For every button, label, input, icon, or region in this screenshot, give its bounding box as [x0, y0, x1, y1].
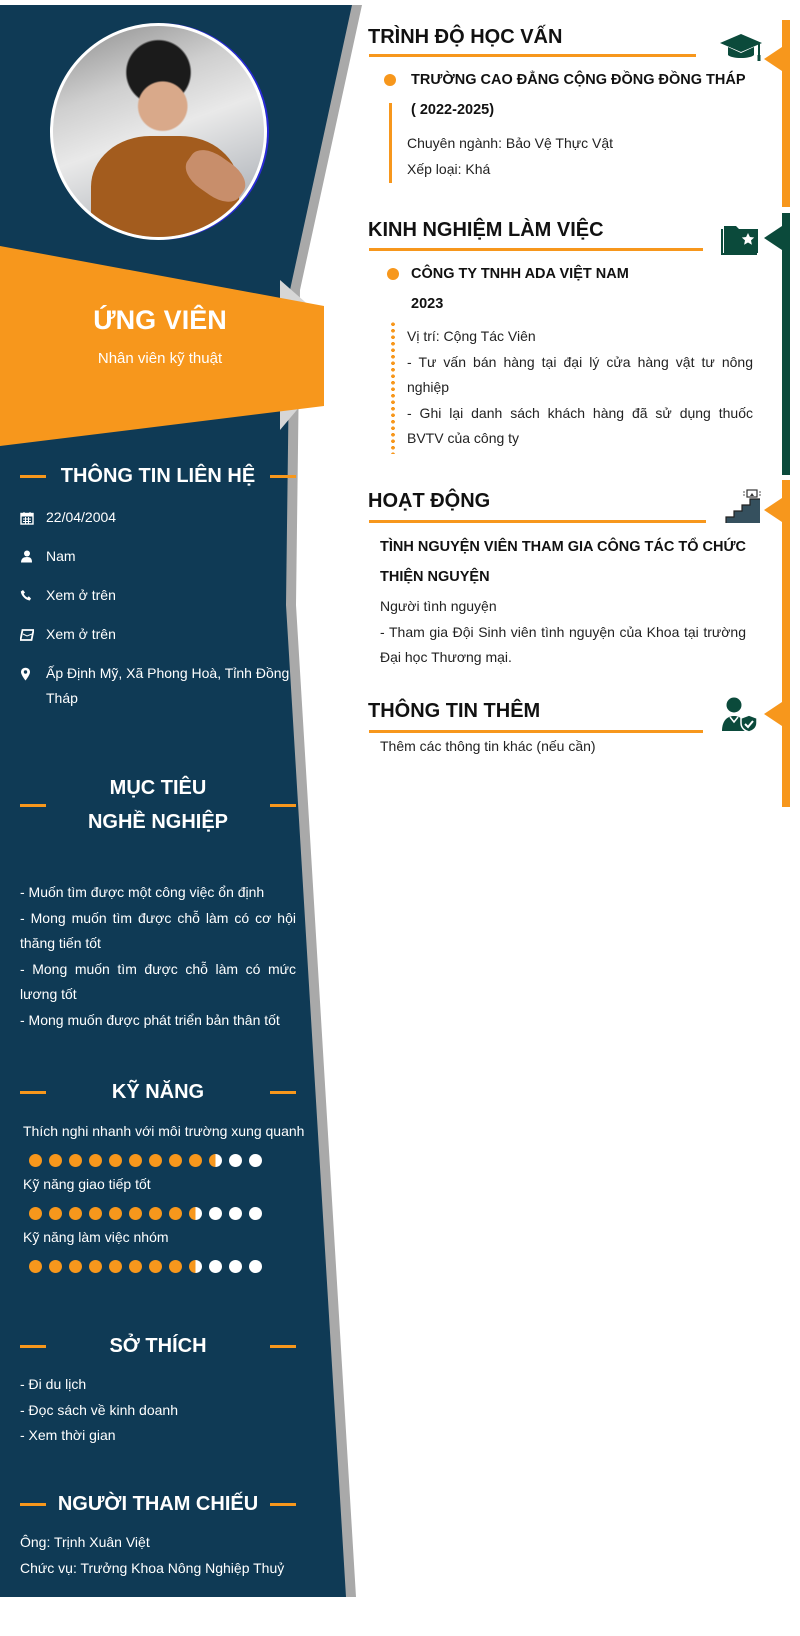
timeline-arrow — [764, 498, 782, 522]
skill-rating — [29, 1207, 262, 1220]
heading-underline — [369, 520, 706, 523]
skill-dot — [69, 1260, 82, 1273]
heading-dash-left — [20, 475, 46, 478]
experience-details — [407, 324, 753, 452]
activity-role: Người tình nguyện — [380, 598, 497, 614]
objective-text — [20, 880, 296, 1033]
user-shield-icon — [721, 697, 759, 738]
heading-dash-right — [270, 804, 296, 807]
education-major: Chuyên ngành: Bảo Vệ Thực Vật — [407, 135, 614, 151]
heading-dash-left — [20, 804, 46, 807]
reference-heading — [20, 1487, 296, 1521]
activity-details — [380, 594, 746, 671]
skill-dot — [29, 1207, 42, 1220]
skill-dot — [89, 1260, 102, 1273]
skill-dot — [149, 1154, 162, 1167]
heading-dash-right — [270, 1091, 296, 1094]
heading-dash-left — [20, 1345, 46, 1348]
experience-year: 2023 — [411, 296, 444, 312]
education-school: TRƯỜNG CAO ĐẲNG CỘNG ĐỒNG ĐỒNG THÁP — [411, 72, 746, 88]
experience-duty: - Ghi lại danh sách khách hàng đã sử dụng thuốc BVTV của công ty — [407, 404, 753, 446]
reference-line: Ông: Trịnh Xuân Việt — [20, 1534, 150, 1550]
objective-line: - Muốn tìm được một công việc ổn định — [20, 884, 265, 900]
objective-heading — [20, 771, 296, 839]
skill-dot — [189, 1260, 202, 1273]
skill-rating — [29, 1154, 262, 1167]
skill-rating — [29, 1260, 262, 1273]
stairs-goal-icon — [725, 488, 761, 529]
candidate-job-title: Nhân viên kỹ thuật — [97, 350, 223, 367]
experience-heading: KINH NGHIỆM LÀM VIỆC — [368, 219, 604, 241]
heading-underline — [369, 248, 703, 251]
timeline-arrow — [764, 702, 782, 726]
timeline-rail-activities — [782, 480, 790, 807]
skill-dot — [69, 1154, 82, 1167]
experience-position: Vị trí: Cộng Tác Viên — [407, 328, 536, 344]
skill-dot — [209, 1207, 222, 1220]
skill-label: Kỹ năng giao tiếp tốt — [23, 1176, 151, 1192]
heading-underline — [369, 54, 696, 57]
reference-line: Chức vụ: Trưởng Khoa Nông Nghiệp Thuỷ — [20, 1559, 285, 1576]
hobbies-heading — [20, 1329, 296, 1363]
timeline-rail-education — [782, 20, 790, 207]
skill-dot — [49, 1260, 62, 1273]
skill-dot — [129, 1260, 142, 1273]
skill-label: Thích nghi nhanh với môi trường xung quanh — [23, 1123, 305, 1139]
skill-dot — [109, 1260, 122, 1273]
heading-dash-left — [20, 1503, 46, 1506]
skill-dot — [89, 1207, 102, 1220]
skill-dot — [109, 1207, 122, 1220]
skill-dot — [149, 1207, 162, 1220]
timeline-bullet — [387, 268, 399, 280]
contact-dob: 22/04/2004 — [20, 505, 290, 530]
skill-dot — [249, 1207, 262, 1220]
objective-line: - Mong muốn tìm được chỗ làm có mức lương tốt — [20, 960, 296, 1002]
skill-label: Kỹ năng làm việc nhóm — [23, 1229, 169, 1245]
objective-line: - Mong muốn tìm được chỗ làm có cơ hội thăng tiến tốt — [20, 909, 296, 951]
hobby-item: - Xem thời gian — [20, 1427, 116, 1443]
experience-company: CÔNG TY TNHH ADA VIỆT NAM — [411, 266, 629, 282]
user-icon — [20, 544, 46, 569]
hobby-item: - Đi du lịch — [20, 1376, 87, 1392]
additional-heading: THÔNG TIN THÊM — [368, 700, 541, 722]
timeline-line — [389, 103, 392, 183]
contact-gender: Nam — [20, 544, 290, 569]
contact-heading-text: THÔNG TIN LIÊN HỆ — [60, 465, 256, 487]
objective-heading-text: MỤC TIÊU NGHỀ NGHIỆP — [87, 777, 229, 833]
skill-dot — [29, 1260, 42, 1273]
skill-dot — [249, 1260, 262, 1273]
heading-dash-right — [270, 475, 296, 478]
candidate-name: ỨNG VIÊN — [93, 305, 227, 335]
additional-text: Thêm các thông tin khác (nếu cần) — [380, 738, 596, 754]
skill-dot — [189, 1207, 202, 1220]
timeline-rail-experience — [782, 213, 790, 475]
skills-heading — [20, 1075, 296, 1109]
activities-heading: HOẠT ĐỘNG — [368, 490, 491, 512]
heading-dash-right — [270, 1345, 296, 1348]
hobbies-list — [20, 1372, 296, 1449]
heading-dash-right — [270, 1503, 296, 1506]
skill-dot — [129, 1154, 142, 1167]
experience-duty: - Tư vấn bán hàng tại đại lý cửa hàng vật tư nông nghiệp — [407, 353, 753, 395]
avatar — [50, 23, 267, 240]
activity-description: - Tham gia Đội Sinh viên tình nguyện của Khoa tại trường Đại học Thương mại. — [380, 623, 746, 665]
phone-icon — [20, 583, 46, 608]
timeline-arrow — [764, 47, 782, 71]
activity-title: TÌNH NGUYỆN VIÊN THAM GIA CÔNG TÁC TỔ CHỨC THIỆN NGUYỆN — [380, 539, 746, 585]
objective-line: - Mong muốn được phát triển bản thân tốt — [20, 1011, 280, 1028]
skill-dot — [89, 1154, 102, 1167]
folder-star-icon — [721, 221, 761, 260]
skill-dot — [129, 1207, 142, 1220]
skill-dot — [169, 1260, 182, 1273]
email-icon — [20, 622, 46, 647]
contact-heading — [20, 459, 296, 493]
contact-email: Xem ở trên — [20, 622, 290, 647]
skill-dot — [249, 1154, 262, 1167]
reference-heading-text: NGƯỜI THAM CHIẾU — [57, 1493, 259, 1515]
skill-dot — [69, 1207, 82, 1220]
hobbies-heading-text: SỞ THÍCH — [109, 1335, 207, 1357]
timeline-dotted-line — [391, 321, 395, 454]
education-period: ( 2022-2025) — [411, 102, 495, 118]
education-heading: TRÌNH ĐỘ HỌC VẤN — [368, 26, 563, 48]
skill-dot — [209, 1260, 222, 1273]
skill-dot — [49, 1154, 62, 1167]
map-pin-icon — [20, 661, 46, 686]
skill-dot — [169, 1207, 182, 1220]
timeline-bullet — [384, 74, 396, 86]
heading-dash-left — [20, 1091, 46, 1094]
education-details — [407, 131, 613, 182]
skill-dot — [49, 1207, 62, 1220]
skill-dot — [209, 1154, 222, 1167]
contact-phone: Xem ở trên — [20, 583, 290, 608]
education-grade: Xếp loại: Khá — [407, 160, 491, 177]
skill-dot — [109, 1154, 122, 1167]
skills-heading-text: KỸ NĂNG — [111, 1081, 205, 1103]
heading-underline — [369, 730, 703, 733]
calendar-icon — [20, 505, 46, 530]
contact-address: Ấp Định Mỹ, Xã Phong Hoà, Tỉnh Đồng Tháp — [20, 661, 290, 711]
skill-dot — [29, 1154, 42, 1167]
graduation-cap-icon — [720, 32, 764, 67]
skill-dot — [229, 1207, 242, 1220]
skill-dot — [169, 1154, 182, 1167]
hobby-item: - Đọc sách về kinh doanh — [20, 1401, 178, 1418]
skill-dot — [229, 1154, 242, 1167]
reference-text — [20, 1530, 320, 1581]
skill-dot — [189, 1154, 202, 1167]
skill-dot — [149, 1260, 162, 1273]
timeline-arrow — [764, 226, 782, 250]
skill-dot — [229, 1260, 242, 1273]
